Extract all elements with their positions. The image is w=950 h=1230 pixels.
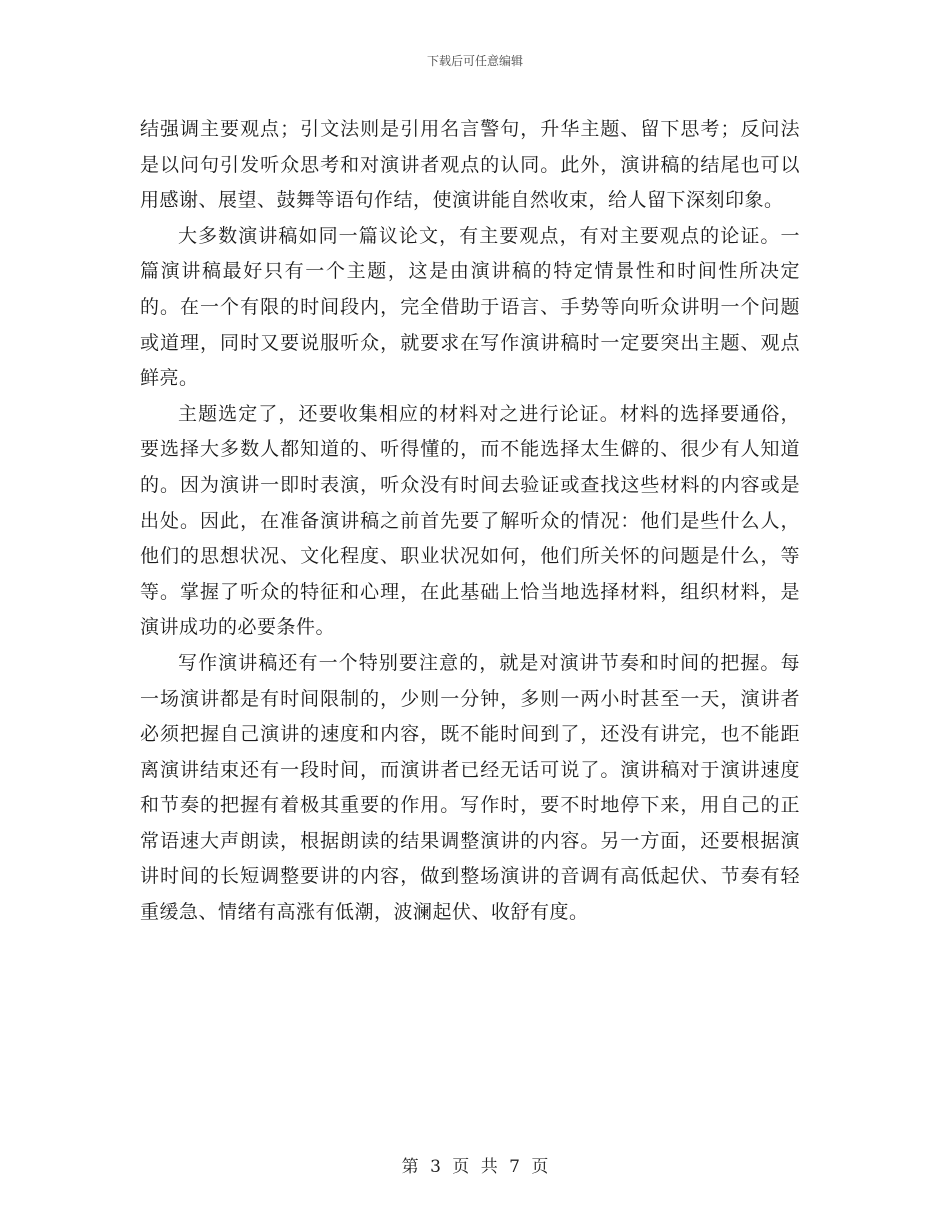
paragraph-1: 结强调主要观点；引文法则是引用名言警句，升华主题、留下思考；反问法是以问句引发听众思考和对演讲者观点的认同。此外，演讲稿的结尾也可以用感谢、展望、鼓舞等语句作结，使演讲能自然收束，给人留下深刻印象。	[140, 118, 800, 212]
page-header: 下载后可任意编辑	[426, 54, 523, 68]
paragraph-2: 大多数演讲稿如同一篇议论文，有主要观点，有对主要观点的论证。一篇演讲稿最好只有一个主题，这是由演讲稿的特定情景性和时间性所决定的。在一个有限的时间段内，完全借助于语言、手势等向听众讲明一个问题或道理，同时又要说服听众，就要求在写作演讲稿时一定要突出主题、观点鲜亮。	[140, 224, 800, 390]
paragraph-3: 主题选定了，还要收集相应的材料对之进行论证。材料的选择要通俗，要选择大多数人都知道的、听得懂的，而不能选择太生僻的、很少有人知道的。因为演讲一即时表演，听众没有时间去验证或查找这些材料的内容或是出处。因此，在准备演讲稿之前首先要了解听众的情况：他们是些什么人，他们的思想状况、文化程度、职业状况如何，他们所关怀的问题是什么，等等。掌握了听众的特征和心理，在此基础上恰当地选择材料，组织材料，是演讲成功的必要条件。	[140, 402, 800, 639]
page-number-footer: 第 3 页 共 7 页	[401, 1157, 549, 1177]
paragraph-4: 写作演讲稿还有一个特别要注意的，就是对演讲节奏和时间的把握。每一场演讲都是有时间限制的，少则一分钟，多则一两小时甚至一天，演讲者必须把握自己演讲的速度和内容，既不能时间到了，还没有讲完，也不能距离演讲结束还有一段时间，而演讲者已经无话可说了。演讲稿对于演讲速度和节奏的把握有着极其重要的作用。写作时，要不时地停下来，用自己的正常语速大声朗读，根据朗读的结果调整演讲的内容。另一方面，还要根据演讲时间的长短调整要讲的内容，做到整场演讲的音调有高低起伏、节奏有轻重缓急、情绪有高涨有低潮，波澜起伏、收舒有度。	[140, 651, 800, 924]
document-body	[140, 112, 800, 931]
